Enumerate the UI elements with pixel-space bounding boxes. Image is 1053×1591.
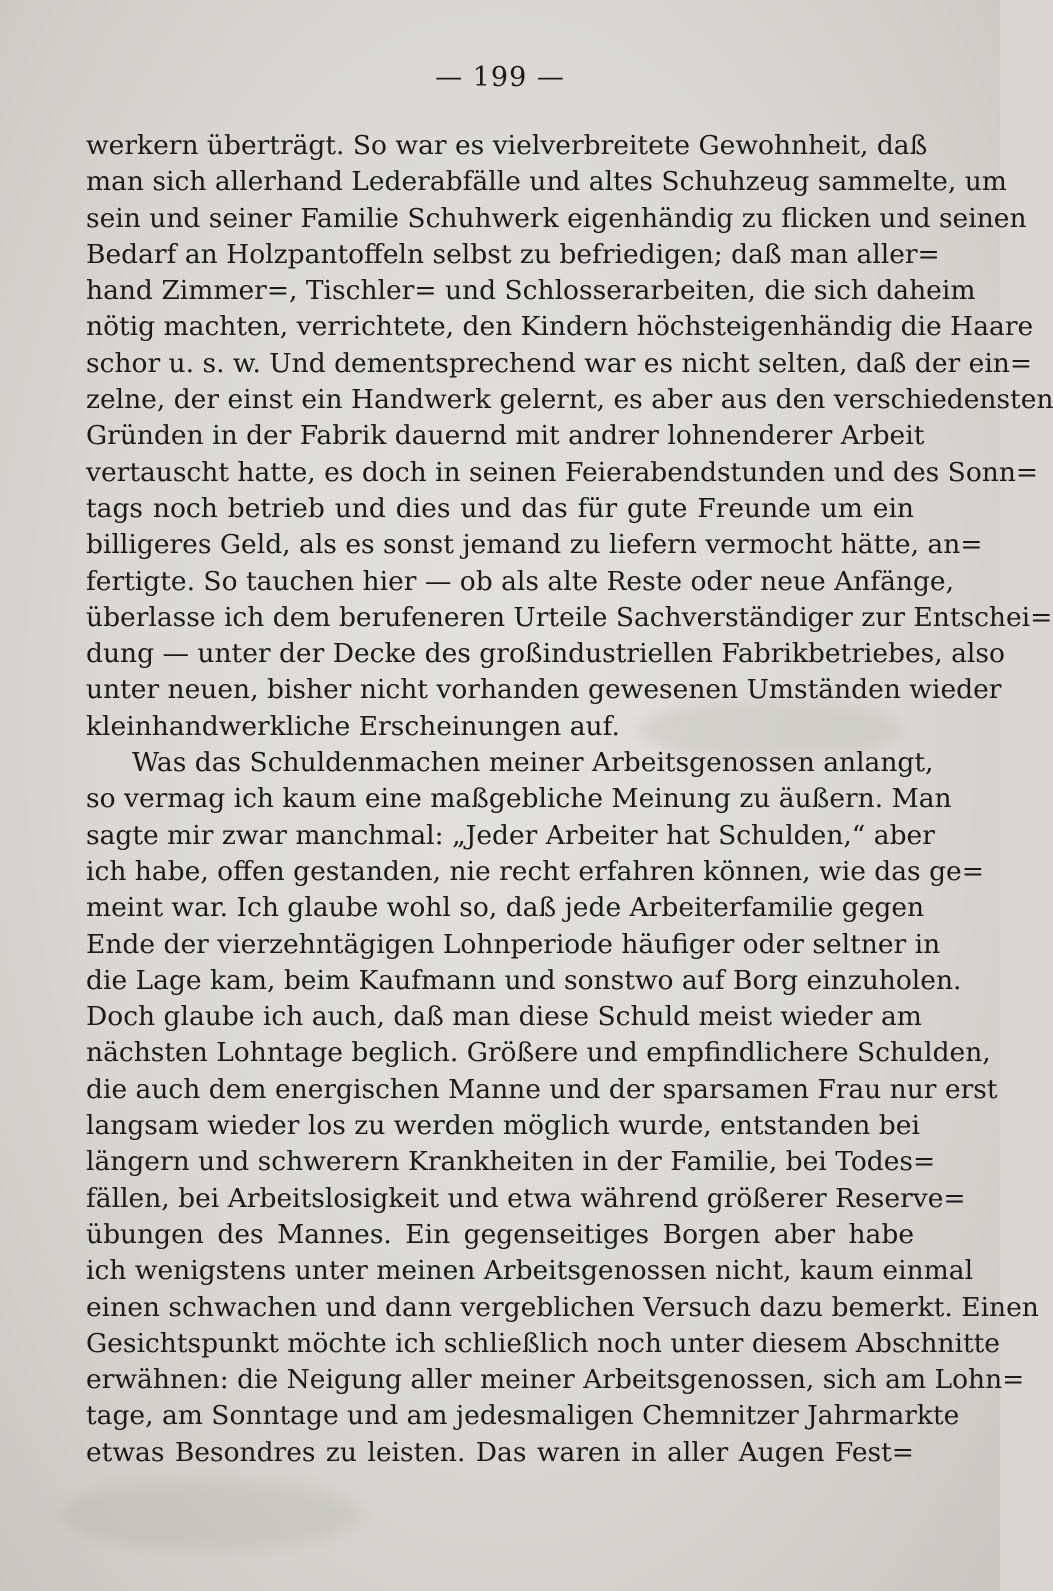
text-line: werkern überträgt. So war es vielverbreitete Gewohnheit, daß	[86, 130, 928, 161]
text-line: langsam wieder los zu werden möglich wurde, entstanden bei	[86, 1110, 920, 1142]
text-line: Ende der vierzehntägigen Lohnperiode häufiger oder seltner in	[86, 928, 941, 960]
paragraph-start-line: Was das Schuldenmachen meiner Arbeitsgenossen anlangt,	[132, 747, 934, 779]
text-line: billigeres Geld, als es sonst jemand zu liefern vermocht hätte, an=	[86, 529, 983, 561]
text-line: ich wenigstens unter meinen Arbeitsgenossen nicht, kaum einmal	[86, 1255, 974, 1287]
text-line: die auch dem energischen Manne und der sparsamen Frau nur erst	[86, 1073, 998, 1105]
text-line: Gründen in der Fabrik dauernd mit andrer lohnenderer Arbeit	[86, 420, 925, 452]
body-text	[86, 128, 1053, 1471]
text-line: übungen des Mannes. Ein gegenseitiges Borgen aber habe	[86, 1218, 914, 1250]
text-line: zelne, der einst ein Handwerk gelernt, es aber aus den verschiedensten	[86, 384, 1053, 416]
text-line: sein und seiner Familie Schuhwerk eigenhändig zu flicken und seinen	[86, 202, 1027, 234]
text-line: hand Zimmer=, Tischler= und Schlosserarbeiten, die sich daheim	[86, 275, 976, 307]
text-line: erwähnen: die Neigung aller meiner Arbeitsgenossen, sich am Lohn=	[86, 1364, 1025, 1396]
text-line: einen schwachen und dann vergeblichen Versuch dazu bemerkt. Einen	[86, 1291, 1039, 1323]
text-line: Bedarf an Holzpantoffeln selbst zu befriedigen; daß man aller=	[86, 238, 940, 270]
text-line: nötig machten, verrichtete, den Kindern höchsteigenhändig die Haare	[86, 311, 1034, 343]
text-line: man sich allerhand Lederabfälle und altes Schuhzeug sammelte, um	[86, 166, 1007, 198]
text-line: sagte mir zwar manchmal: „Jeder Arbeiter hat Schulden,“ aber	[86, 819, 935, 851]
text-line: vertauscht hatte, es doch in seinen Feierabendstunden und des Sonn=	[86, 456, 1039, 488]
text-line: überlasse ich dem berufeneren Urteile Sachverständiger zur Entschei=	[86, 601, 1053, 633]
text-line: tage, am Sonntage und am jedesmaligen Chemnitzer Jahrmarkte	[86, 1400, 960, 1432]
text-line: tags noch betrieb und dies und das für gute Freunde um ein	[86, 492, 914, 524]
text-line: fertigte. So tauchen hier — ob als alte Reste oder neue Anfänge,	[86, 565, 955, 597]
text-line: etwas Besondres zu leisten. Das waren in aller Augen Fest=	[86, 1436, 914, 1468]
text-line: meint war. Ich glaube wohl so, daß jede Arbeiterfamilie gegen	[86, 892, 925, 924]
paper-stain	[60, 1480, 360, 1550]
text-line: so vermag ich kaum eine maßgebliche Meinung zu äußern. Man	[86, 783, 952, 815]
page-number: — 199 —	[435, 62, 565, 93]
text-line: Doch glaube ich auch, daß man diese Schuld meist wieder am	[86, 1001, 922, 1033]
text-line: ich habe, offen gestanden, nie recht erfahren können, wie das ge=	[86, 855, 984, 887]
text-line: schor u. s. w. Und dementsprechend war es nicht selten, daß der ein=	[86, 347, 1033, 379]
text-line: nächsten Lohntage beglich. Größere und empfindlichere Schulden,	[86, 1037, 991, 1069]
paragraph-end-line: kleinhandwerkliche Erscheinungen auf.	[86, 710, 620, 742]
text-line: die Lage kam, beim Kaufmann und sonstwo auf Borg einzuholen.	[86, 964, 962, 996]
text-line: dung — unter der Decke des großindustriellen Fabrikbetriebes, also	[86, 638, 1005, 670]
text-line: Gesichtspunkt möchte ich schließlich noch unter diesem Abschnitte	[86, 1327, 1000, 1359]
text-line: unter neuen, bisher nicht vorhanden gewesenen Umständen wieder	[86, 674, 1002, 706]
text-line: fällen, bei Arbeitslosigkeit und etwa während größerer Reserve=	[86, 1182, 966, 1214]
text-line: längern und schwerern Krankheiten in der Familie, bei Todes=	[86, 1146, 936, 1178]
